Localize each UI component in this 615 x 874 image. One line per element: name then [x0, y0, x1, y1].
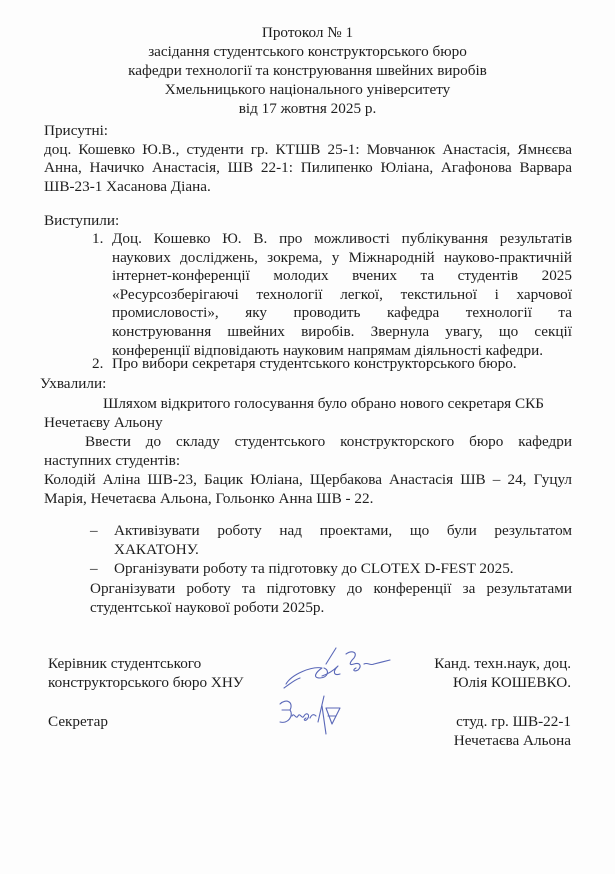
- attendees-line: доц. Кошевко Ю.В., студенти гр. КТШВ 25-1: Мовчанюк Анастасія, Ямнєєва: [44, 140, 572, 158]
- secretary-name-block: [454, 713, 571, 750]
- item-line: промисловості», яку проводить кафедра технології та: [112, 304, 572, 322]
- bullet-line: ХАКАТОНУ.: [114, 540, 199, 558]
- bullet-line: Організувати роботу та підготовку до CLOTEX D-FEST 2025.: [114, 560, 514, 577]
- item-line: Доц. Кошевко Ю. В. про можливості публікування результатів: [112, 230, 572, 247]
- header-line: засідання студентського конструкторського бюро: [148, 43, 467, 60]
- dash-marker: –: [90, 522, 98, 539]
- header-line: кафедри технології та конструювання швейних виробів: [128, 62, 487, 79]
- signer-name: Нечетаєва Альона: [453, 731, 571, 749]
- attendees-section: [44, 122, 572, 196]
- new-members-list: [44, 471, 572, 508]
- elected-secretary-paragraph: [44, 395, 572, 432]
- item-line: наукових досліджень, зокрема, у Міжнародній науково-практичній: [112, 248, 572, 266]
- paragraph-line: Колодій Аліна ШВ-23, Бацик Юліана, Щербакова Анастасія ШВ – 24, Гуцул: [44, 471, 572, 488]
- item-line: конференції відповідають науковим напрямам діяльності кафедри.: [112, 341, 544, 359]
- item-number: 1.: [92, 230, 104, 247]
- paragraph-line: студентської наукової роботи 2025р.: [90, 598, 325, 616]
- role-line: Керівник студентського: [48, 655, 202, 672]
- organize-conference-paragraph: [90, 580, 572, 617]
- academic-title: Канд. техн.наук, доц.: [434, 655, 571, 672]
- paragraph-line: Організувати роботу та підготовку до конференції за результатами: [90, 580, 572, 597]
- head-name-block: [434, 655, 571, 692]
- protocol-title: Протокол № 1: [261, 24, 354, 41]
- attendees-line: ШВ-23-1 Хасанова Діана.: [44, 177, 211, 195]
- resolutions-label: Ухвалили:: [40, 375, 107, 392]
- secretary-signature-icon: [274, 694, 354, 738]
- signer-name: Юлія КОШЕВКО.: [453, 673, 571, 691]
- paragraph-line: Шляхом відкритого голосування було обрано нового секретаря СКБ: [103, 395, 544, 412]
- attendees-line: Анна, Начичко Анастасія, ШВ 22-1: Пилипенко Юліана, Агафонова Варвара: [44, 159, 572, 177]
- item-line: конструювання швейних виробів. Звернула увагу, що секції: [112, 322, 572, 340]
- item-line: інтернет-конференції молодих вчених та студентів 2025: [112, 267, 572, 285]
- bullet-line: Активізувати роботу над проектами, що були результатом: [114, 522, 572, 539]
- paragraph-line: Нечетаєву Альону: [44, 413, 163, 431]
- item-line: Про вибори секретаря студентського конструкторського бюро.: [112, 355, 517, 372]
- resolution-bullet: [90, 560, 572, 579]
- student-group: студ. гр. ШВ-22-1: [456, 713, 571, 730]
- role-line: конструкторського бюро ХНУ: [48, 673, 244, 691]
- protocol-header: [0, 23, 615, 118]
- item-number: 2.: [92, 355, 104, 372]
- header-line: Хмельницького національного університету: [164, 81, 451, 98]
- dash-marker: –: [90, 560, 98, 577]
- agenda-item: [92, 355, 572, 374]
- paragraph-line: наступних студентів:: [44, 451, 181, 469]
- head-role: [48, 655, 244, 692]
- speakers-label: Виступили:: [44, 212, 120, 229]
- role-line: Секретар: [48, 713, 108, 730]
- item-line: «Ресурсозберігаючі технології легкої, текстильної і харчової: [112, 285, 572, 303]
- paragraph-line: Ввести до складу студентського конструкторского бюро кафедри: [85, 433, 572, 450]
- protocol-date: від 17 жовтня 2025 р.: [238, 100, 377, 117]
- agenda-item: [92, 230, 572, 360]
- head-signature-icon: [282, 644, 394, 694]
- resolution-bullet: [90, 522, 572, 559]
- attendees-label: Присутні:: [44, 122, 109, 139]
- introduce-members-paragraph: [44, 433, 572, 470]
- paragraph-line: Марія, Нечетаєва Альона, Гольонко Анна ШВ - 22.: [44, 489, 374, 507]
- secretary-role: [48, 713, 108, 732]
